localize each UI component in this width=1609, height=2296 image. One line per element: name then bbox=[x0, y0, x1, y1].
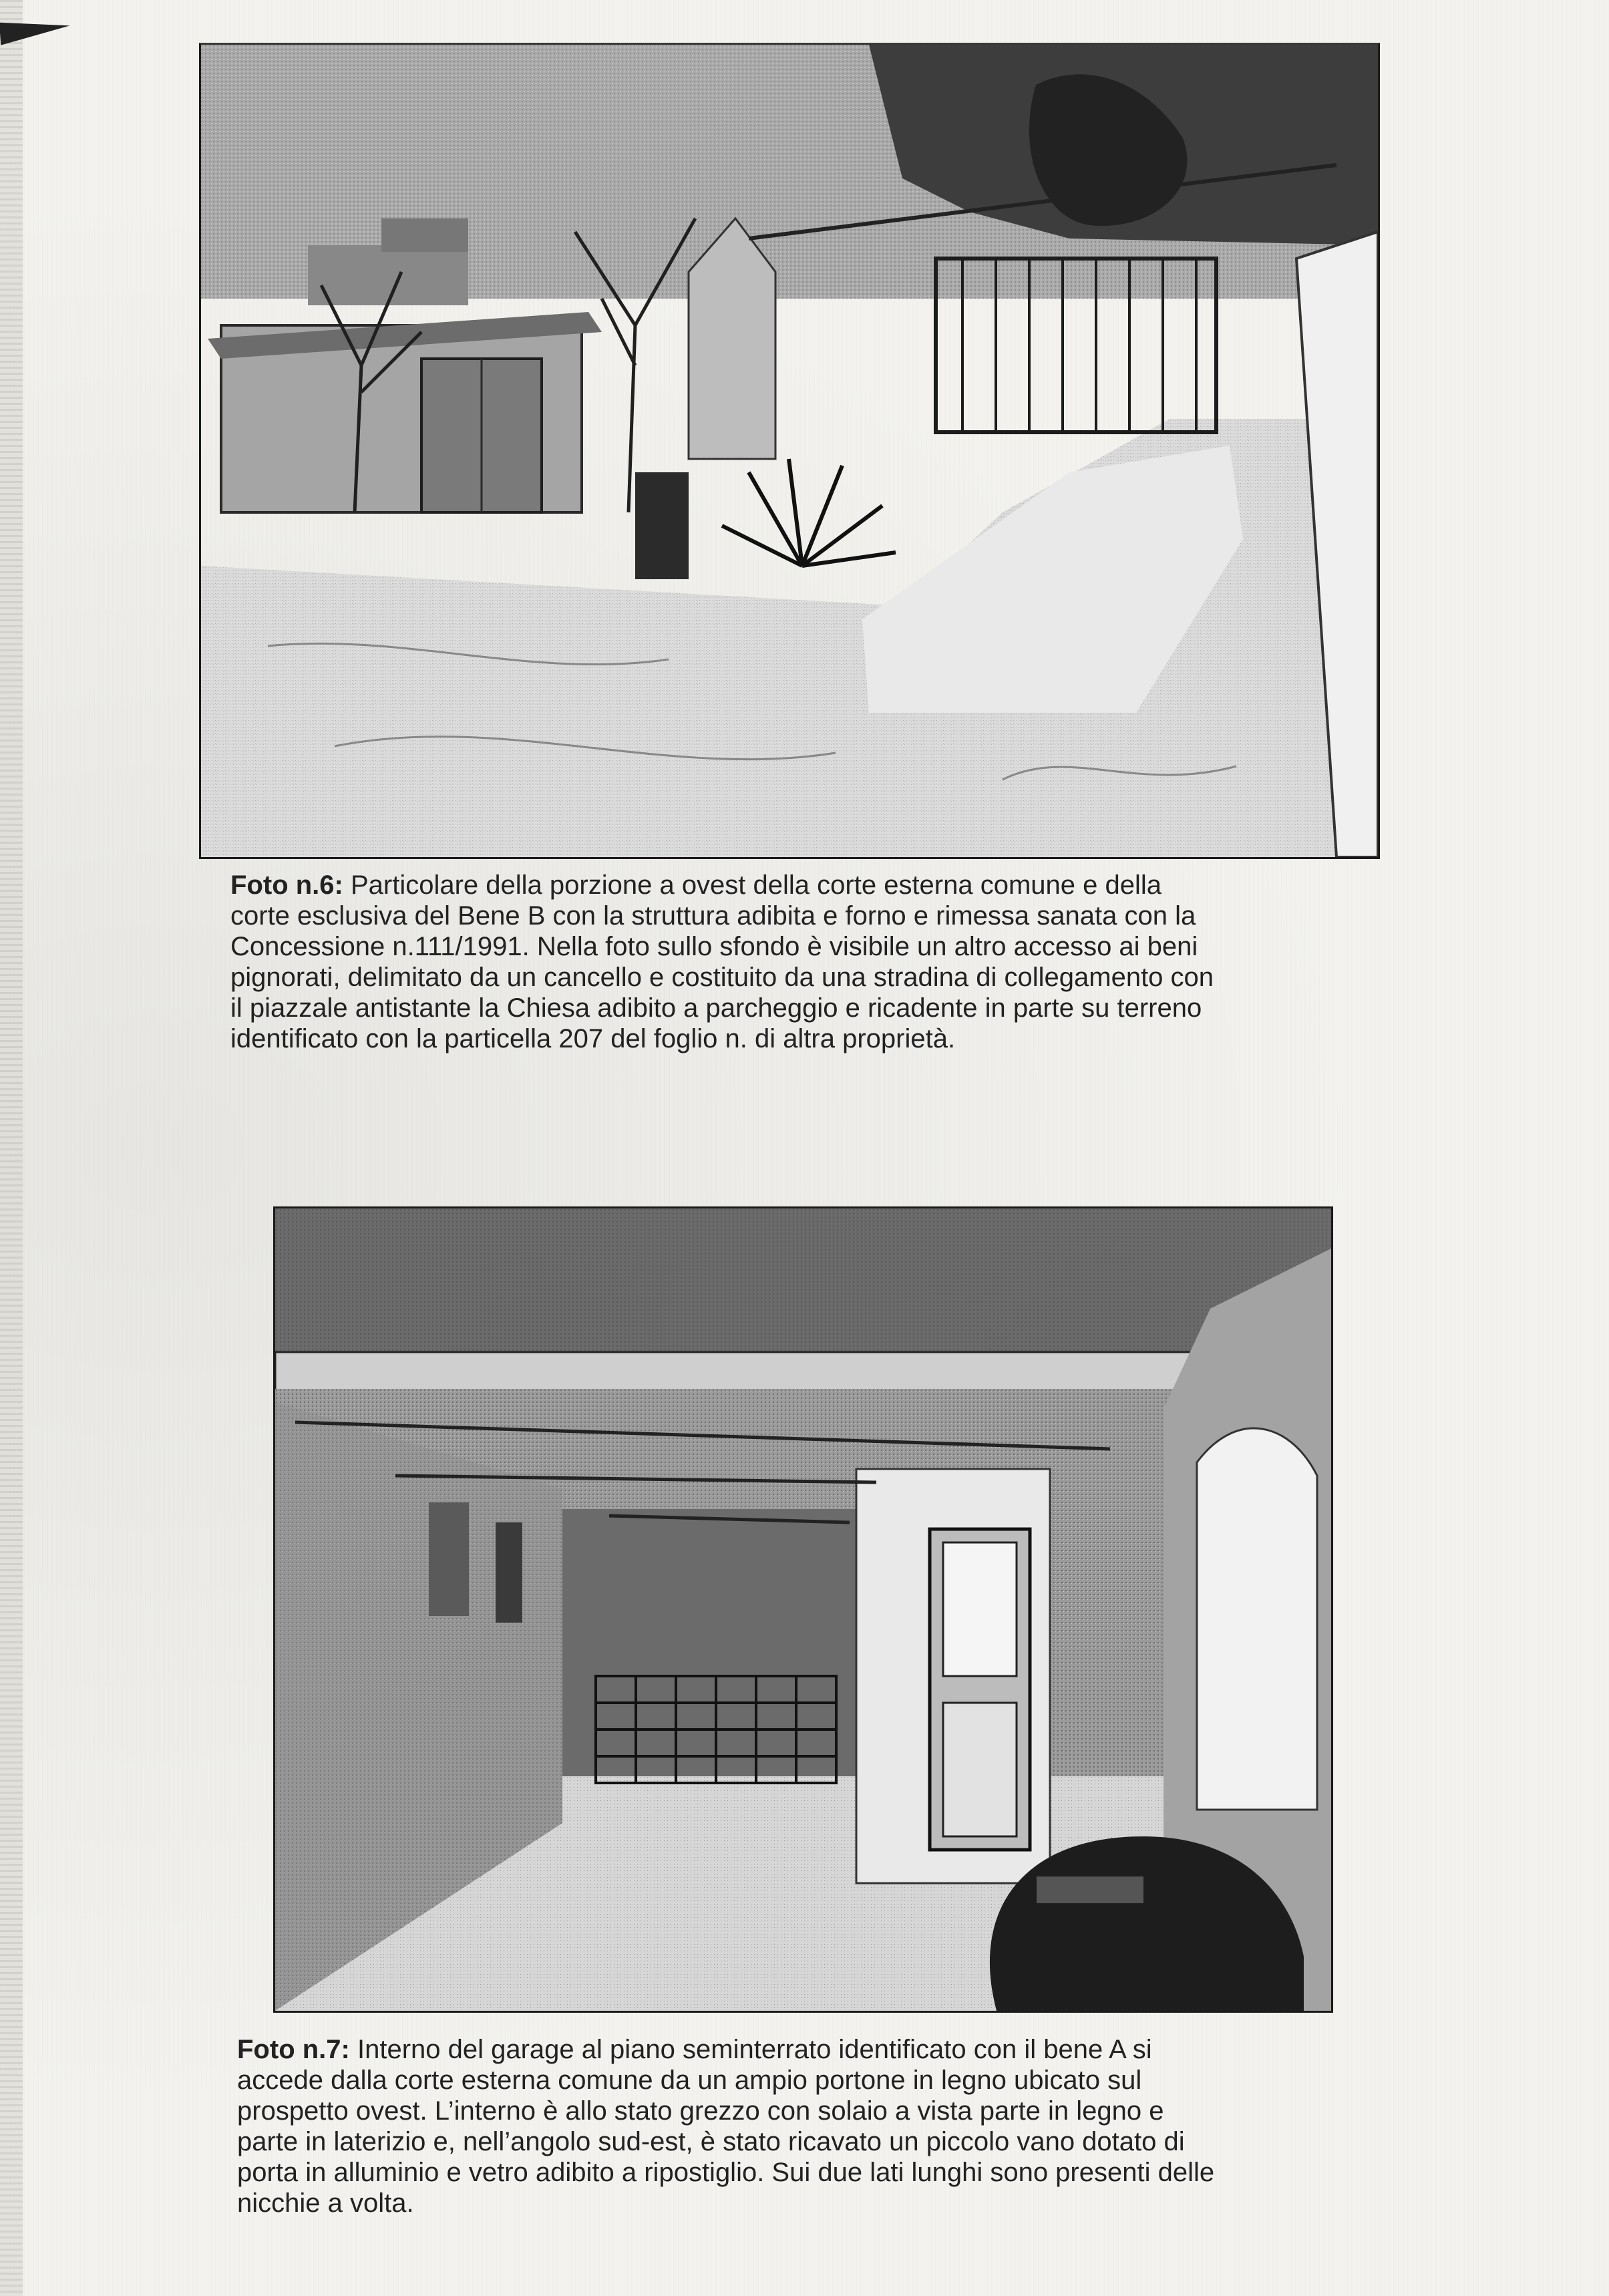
garage-photo-illustration bbox=[275, 1208, 1331, 2011]
caption-line: pignorati, delimitato da un cancello e costituito da una stradina di collegamento con bbox=[230, 963, 1214, 992]
photo-7-garage-image bbox=[273, 1206, 1333, 2013]
caption-label: Foto n.7: bbox=[237, 2035, 350, 2064]
corner-mark bbox=[0, 17, 71, 45]
caption-line: il piazzale antistante la Chiesa adibito a parcheggio e ricadente in parte su terreno bbox=[230, 993, 1202, 1023]
caption-line: parte in laterizio e, nell’angolo sud-est, è stato ricavato un piccolo vano dotato di bbox=[237, 2127, 1185, 2156]
photo-7-caption bbox=[237, 2034, 1379, 2219]
caption-line: Concessione n.111/1991. Nella foto sullo sfondo è visibile un altro accesso ai beni bbox=[230, 932, 1198, 961]
caption-text: Particolare della porzione a ovest della corte esterna comune e della bbox=[343, 870, 1162, 900]
caption-label: Foto n.6: bbox=[230, 870, 343, 900]
caption-line: prospetto ovest. L’interno è allo stato grezzo con solaio a vista parte in legno e bbox=[237, 2096, 1164, 2126]
caption-line: porta in alluminio e vetro adibito a ripostiglio. Sui due lati lunghi sono presenti delle bbox=[237, 2158, 1215, 2187]
caption-text: Interno del garage al piano seminterrato identificato con il bene A si bbox=[349, 2035, 1152, 2064]
page-binding-edge bbox=[0, 0, 23, 2296]
caption-line: corte esclusiva del Bene B con la struttura adibita e forno e rimessa sanata con la bbox=[230, 901, 1196, 931]
caption-line bbox=[237, 2034, 1379, 2065]
photo-6-courtyard-image bbox=[199, 43, 1380, 859]
caption-line bbox=[230, 870, 1366, 900]
caption-line: accede dalla corte esterna comune da un ampio portone in legno ubicato sul bbox=[237, 2066, 1142, 2095]
caption-line: nicchie a volta. bbox=[237, 2188, 414, 2218]
photo-6-caption bbox=[230, 870, 1366, 1054]
caption-line: identificato con la particella 207 del foglio n. di altra proprietà. bbox=[230, 1024, 956, 1053]
courtyard-photo-illustration bbox=[201, 45, 1378, 857]
